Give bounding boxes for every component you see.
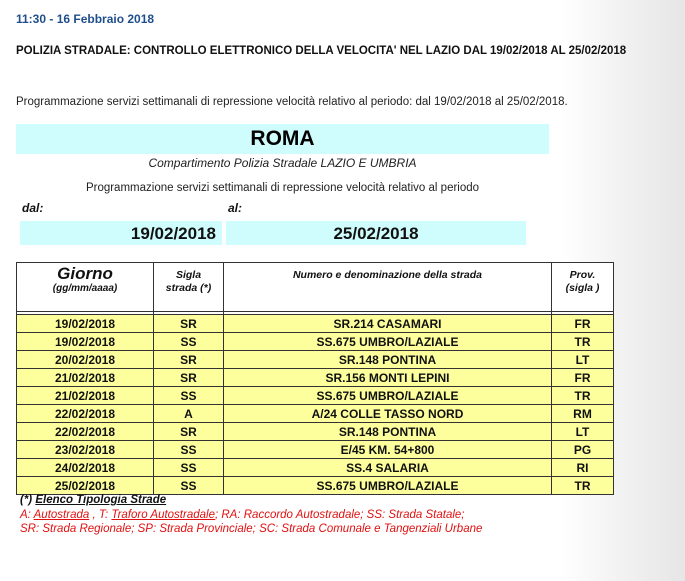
cell-prov: TR [552,387,614,405]
header-prov-label: Prov. (sigla ) [565,269,600,294]
cell-prov: PG [552,441,614,459]
cell-sigla: SR [154,369,224,387]
table-row [17,477,614,495]
header-giorno-format: (gg/mm/aaaa) [52,283,118,294]
cell-strada: A/24 COLLE TASSO NORD [224,405,552,423]
timestamp: 11:30 - 16 Febbraio 2018 [16,12,155,26]
legend-title-text: Elenco Tipologia Strade [35,494,167,506]
cell-strada: SR.148 PONTINA [224,351,552,369]
cell-prov: FR [552,315,614,333]
header-giorno [17,263,154,312]
intro-text: Programmazione servizi settimanali di repressione velocità relativo al periodo: dal 19/02/2018 al 25/02/2018. [16,96,568,108]
cell-strada: SS.4 SALARIA [224,459,552,477]
cell-giorno: 21/02/2018 [17,369,154,387]
header-strada [224,263,552,312]
legend-line-1: A: Autostrada , T: Traforo Autostradale; RA: Raccordo Autostradale; SS: Strada Statale; [20,509,465,521]
cell-giorno: 24/02/2018 [17,459,154,477]
cell-giorno: 22/02/2018 [17,423,154,441]
dal-date: 19/02/2018 [130,224,216,243]
cell-strada: SR.156 MONTI LEPINI [224,369,552,387]
cell-sigla: SR [154,315,224,333]
legend-title [20,494,166,506]
cell-giorno: 25/02/2018 [17,477,154,495]
cell-strada: SS.675 UMBRO/LAZIALE [224,477,552,495]
table-row [17,441,614,459]
schedule-table [16,262,614,495]
cell-strada: SS.675 UMBRO/LAZIALE [224,333,552,351]
headline: POLIZIA STRADALE: CONTROLLO ELETTRONICO DELLA VELOCITA' NEL LAZIO DAL 19/02/2018 AL 25/02/2018 [16,45,627,57]
table-row [17,333,614,351]
table-row [17,387,614,405]
cell-strada: SS.675 UMBRO/LAZIALE [224,387,552,405]
cell-sigla: SR [154,423,224,441]
cell-giorno: 21/02/2018 [17,387,154,405]
table-row [17,459,614,477]
table-header-row [17,263,614,312]
cell-sigla: SS [154,477,224,495]
compartimento-subtitle: Compartimento Polizia Stradale LAZIO E UMBRIA [148,156,417,170]
cell-sigla: SS [154,387,224,405]
cell-giorno: 20/02/2018 [17,351,154,369]
table-row [17,351,614,369]
cell-prov: TR [552,477,614,495]
legend-line-2: SR: Strada Regionale; SP: Strada Provinciale; SC: Strada Comunale e Tangenziali Urbane [20,523,483,535]
cell-prov: TR [552,333,614,351]
cell-giorno: 22/02/2018 [17,405,154,423]
header-prov [552,263,614,312]
city-banner [16,124,549,154]
cell-prov: LT [552,351,614,369]
cell-prov: RM [552,405,614,423]
cell-sigla: SS [154,333,224,351]
cell-sigla: SS [154,459,224,477]
cell-sigla: SS [154,441,224,459]
period-description: Programmazione servizi settimanali di repressione velocità relativo al periodo [85,182,480,194]
header-strada-label: Numero e denominazione della strada [292,269,483,281]
dal-date-box [20,221,222,245]
cell-giorno: 23/02/2018 [17,441,154,459]
cell-strada: SR.214 CASAMARI [224,315,552,333]
dal-label: dal: [22,201,44,215]
legend-prefix: (*) [20,494,33,506]
al-date-box [226,221,526,245]
header-giorno-label: Giorno [57,264,113,283]
table-row [17,315,614,333]
cell-giorno: 19/02/2018 [17,333,154,351]
header-sigla [154,263,224,312]
cell-prov: LT [552,423,614,441]
cell-sigla: A [154,405,224,423]
cell-strada: E/45 KM. 54+800 [224,441,552,459]
cell-giorno: 19/02/2018 [17,315,154,333]
cell-strada: SR.148 PONTINA [224,423,552,441]
cell-prov: FR [552,369,614,387]
cell-sigla: SR [154,351,224,369]
al-date: 25/02/2018 [333,224,419,243]
cell-prov: RI [552,459,614,477]
table-row [17,405,614,423]
al-label: al: [228,201,243,215]
table-row [17,423,614,441]
header-sigla-label: Sigla strada (*) [165,269,212,294]
table-row [17,369,614,387]
city-title: ROMA [250,127,315,150]
